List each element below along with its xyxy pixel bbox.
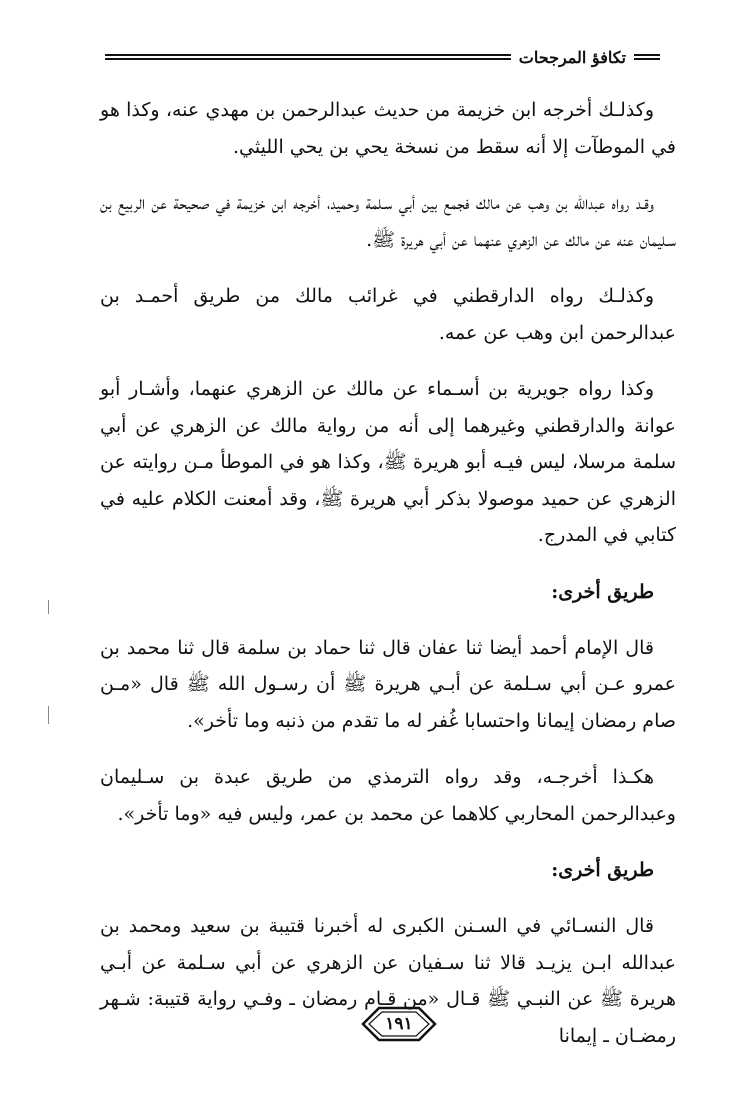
paragraph: هكـذا أخرجـه، وقد رواه الترمذي من طريق عبدة بن سـليمان وعبدالرحمن المحاربي كلاهما عن محمد بن عمر، وليس فيه «وما تأخر». (100, 766, 676, 825)
paragraph: قال النسـائي في السـنن الكبرى له أخبرنا قتيبة بن سعيد ومحمد بن عبدالله ابـن يزيـد قالا ثنا سـفيان عن الزهري عن أبي سـلمة عن أبـي هريرة ﷺ عن النبـي ﷺ قـال «من قـام رمضان ـ وفـي رواية قتيبة: شـهر رمضـان ـ إيمانا (100, 915, 676, 1047)
header-rule-left (105, 54, 511, 60)
section-heading: طريق أخرى: (551, 580, 654, 603)
header-rule-right (634, 54, 660, 60)
margin-mark (48, 706, 49, 724)
page-body (100, 92, 676, 1074)
paragraph: وقـد رواه عبدالله بن وهب عن مالك فجمع بين أبي سـلمة وحميد، أخرجه ابن خزيمة في صحيحة عن الربيع بن سـليمان عنه عن مالك عن الزهري عنهما عن أبي هريرة ﷺ. (100, 192, 676, 251)
paragraph: قال الإمام أحمد أيضا ثنا عفان قال ثنا حماد بن سلمة قال ثنا محمد بن عمرو عـن أبي سـلمة عن أبـي هريرة ﷺ أن رسـول الله ﷺ قال «مـن صام رمضان إيمانا واحتسابا غُفر له ما تقدم من ذنبه وما تأخر». (100, 636, 676, 732)
paragraph: وكذا رواه جويرية بن أسـماء عن مالك عن الزهري عنهما، وأشـار أبو عوانة والدارقطني وغيرهما إلى أنه من رواية مالك عن الزهري عن أبي سلمة مرسلا، ليس فيـه أبو هريرة ﷺ، وكذا هو في الموطأ مـن روايته عن الزهري عن حميد موصولا بذكر أبي هريرة ﷺ، وقد أمعنت الكلام عليه في كتابي في المدرج. (100, 378, 676, 546)
margin-mark (48, 600, 49, 614)
page-number-badge (361, 1005, 437, 1043)
paragraph: وكذلـك أخرجه ابن خزيمة من حديث عبدالرحمن بن مهدي عنه، وكذا هو في الموطآت إلا أنه سقط من نسخة يحي بن يحي الليثي. (100, 99, 676, 158)
header-title: تكافؤ المرجحات (518, 47, 626, 67)
page-number: ١٩١ (385, 1014, 413, 1034)
paragraph: وكذلـك رواه الدارقطني في غرائب مالك من طريق أحمـد بن عبدالرحمن ابن وهب عن عمه. (100, 285, 676, 344)
section-heading: طريق أخرى: (551, 859, 654, 881)
running-header (105, 42, 660, 72)
